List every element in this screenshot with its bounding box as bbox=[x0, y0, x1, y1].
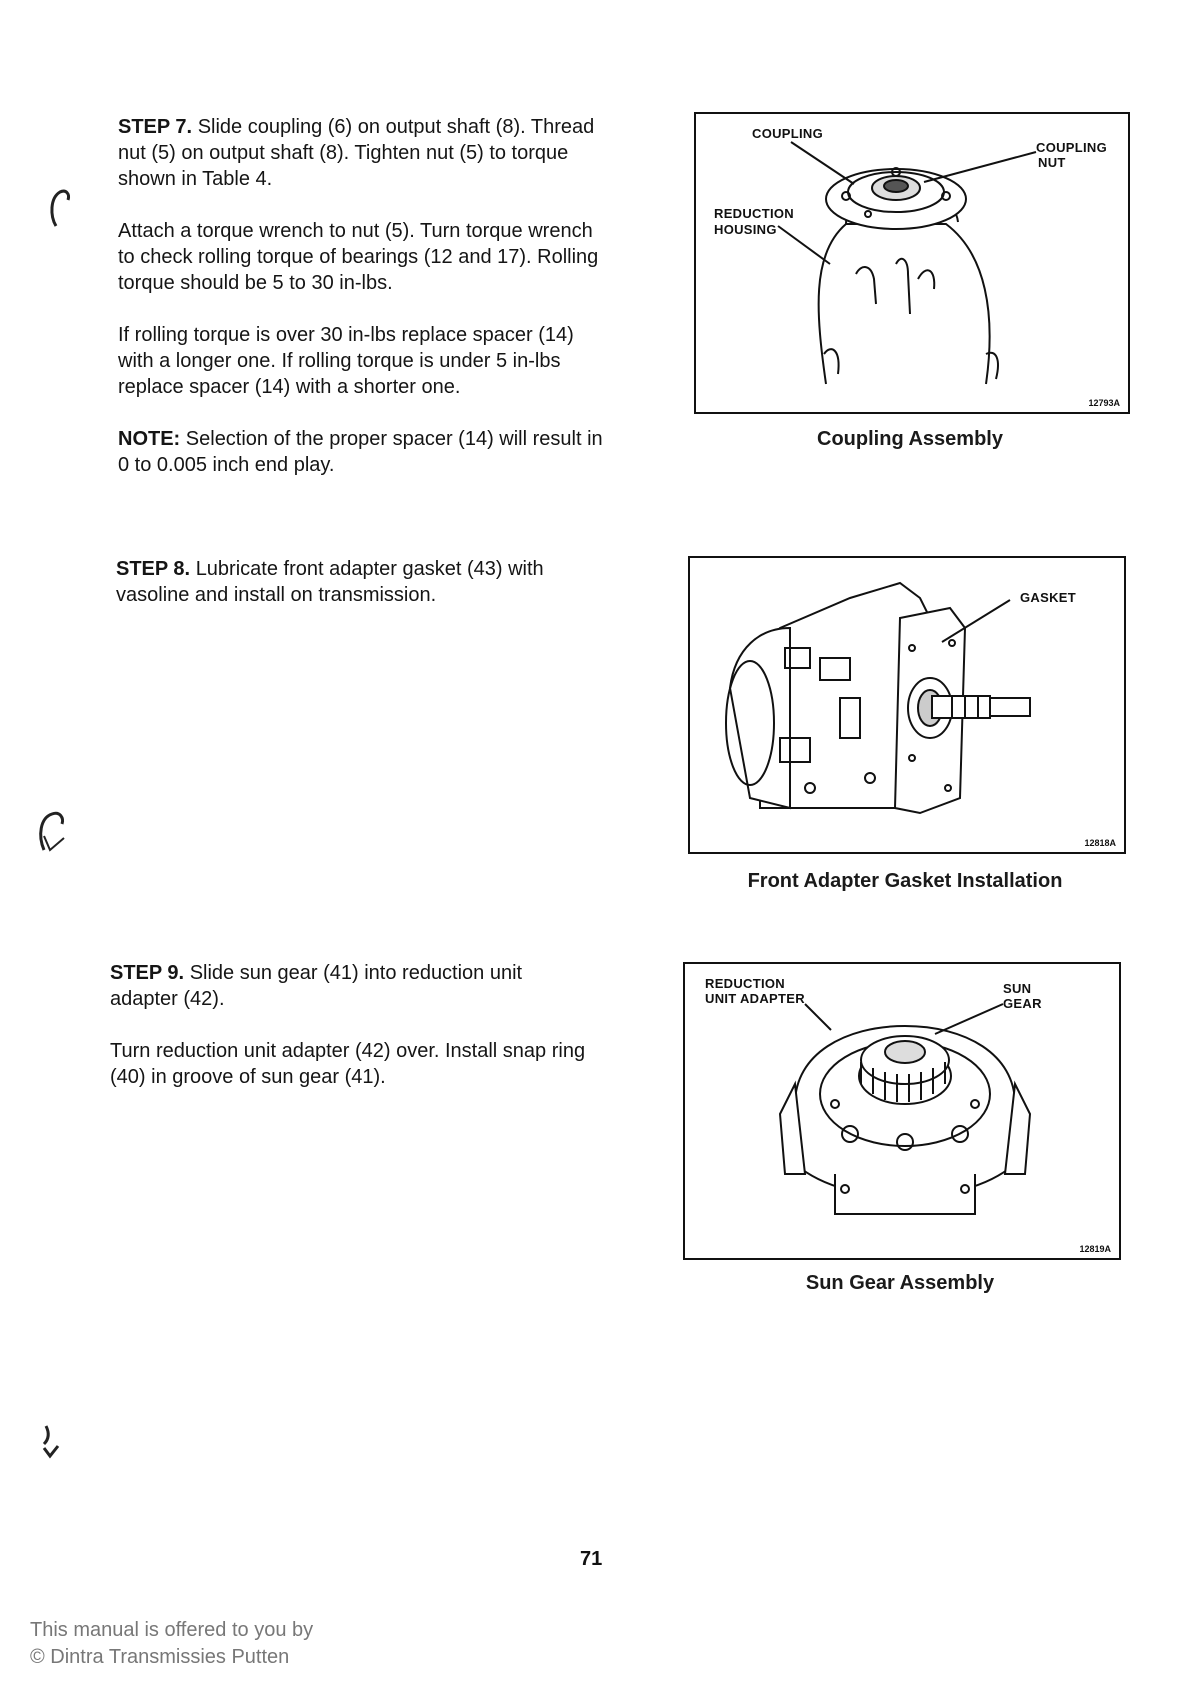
label-coupling: COUPLING bbox=[752, 126, 824, 141]
sungear-figure-code: 12819A bbox=[1079, 1244, 1111, 1254]
step7-paragraph bbox=[118, 114, 603, 192]
note-text: Selection of the proper spacer (14) will result in 0 to 0.005 inch end play. bbox=[118, 428, 603, 476]
margin-hole-mark-1 bbox=[46, 186, 76, 230]
footer-line-1: This manual is offered to you by bbox=[30, 1619, 314, 1641]
label-reduction-housing-2: HOUSING bbox=[714, 222, 777, 237]
step7-text: Slide coupling (6) on output shaft (8). Thread nut (5) on output shaft (8). Tighten nut (5) to torque shown in Table 4. bbox=[118, 116, 595, 190]
step9-paragraph bbox=[110, 960, 595, 1012]
label-reduction-housing-1: REDUCTION bbox=[714, 206, 794, 221]
label-coupling-nut-2: NUT bbox=[1038, 155, 1066, 170]
step8-paragraph bbox=[116, 556, 601, 608]
gasket-caption: Front Adapter Gasket Installation bbox=[747, 870, 1063, 892]
step7-paragraph-3: If rolling torque is over 30 in-lbs replace spacer (14) with a longer one. If rolling torque is under 5 in-lbs replace spacer (14) with a shorter one. bbox=[118, 324, 574, 398]
coupling-caption: Coupling Assembly bbox=[817, 428, 1003, 450]
gasket-figure-code: 12818A bbox=[1084, 838, 1116, 848]
footer bbox=[30, 1617, 313, 1671]
footer-line-2: © Dintra Transmissies Putten bbox=[30, 1646, 290, 1668]
page-number: 71 bbox=[580, 1548, 603, 1570]
label-sun-gear-1: SUN bbox=[1003, 981, 1032, 996]
step7-paragraph-2: Attach a torque wrench to nut (5). Turn torque wrench to check rolling torque of bearings (12 and 17). Rolling torque should be 5 to 30 in-lbs. bbox=[118, 220, 599, 294]
label-gasket: GASKET bbox=[1020, 590, 1076, 605]
step9-paragraph-2: Turn reduction unit adapter (42) over. Install snap ring (40) in groove of sun gear (41). bbox=[110, 1040, 586, 1088]
sungear-figure bbox=[683, 962, 1121, 1260]
margin-hole-mark-2 bbox=[36, 806, 72, 854]
margin-hole-mark-3 bbox=[36, 1420, 66, 1460]
step8-label: STEP 8. bbox=[116, 558, 191, 580]
label-sun-gear-2: GEAR bbox=[1003, 996, 1042, 1011]
note-label: NOTE: bbox=[118, 428, 181, 450]
step8-text: Lubricate front adapter gasket (43) with vasoline and install on transmission. bbox=[116, 558, 544, 606]
gasket-figure bbox=[688, 556, 1126, 854]
label-reduction-adapter-2: UNIT ADAPTER bbox=[705, 991, 805, 1006]
sungear-caption: Sun Gear Assembly bbox=[805, 1272, 995, 1294]
step9-text: Slide sun gear (41) into reduction unit adapter (42). bbox=[110, 962, 523, 1010]
coupling-figure bbox=[694, 112, 1130, 414]
step9-label: STEP 9. bbox=[110, 962, 185, 984]
label-reduction-adapter-1: REDUCTION bbox=[705, 976, 785, 991]
step7-label: STEP 7. bbox=[118, 116, 193, 138]
coupling-figure-code: 12793A bbox=[1088, 398, 1120, 408]
sungear-illustration bbox=[685, 964, 1119, 1258]
step7-note bbox=[118, 426, 603, 478]
label-coupling-nut-1: COUPLING bbox=[1036, 140, 1108, 155]
